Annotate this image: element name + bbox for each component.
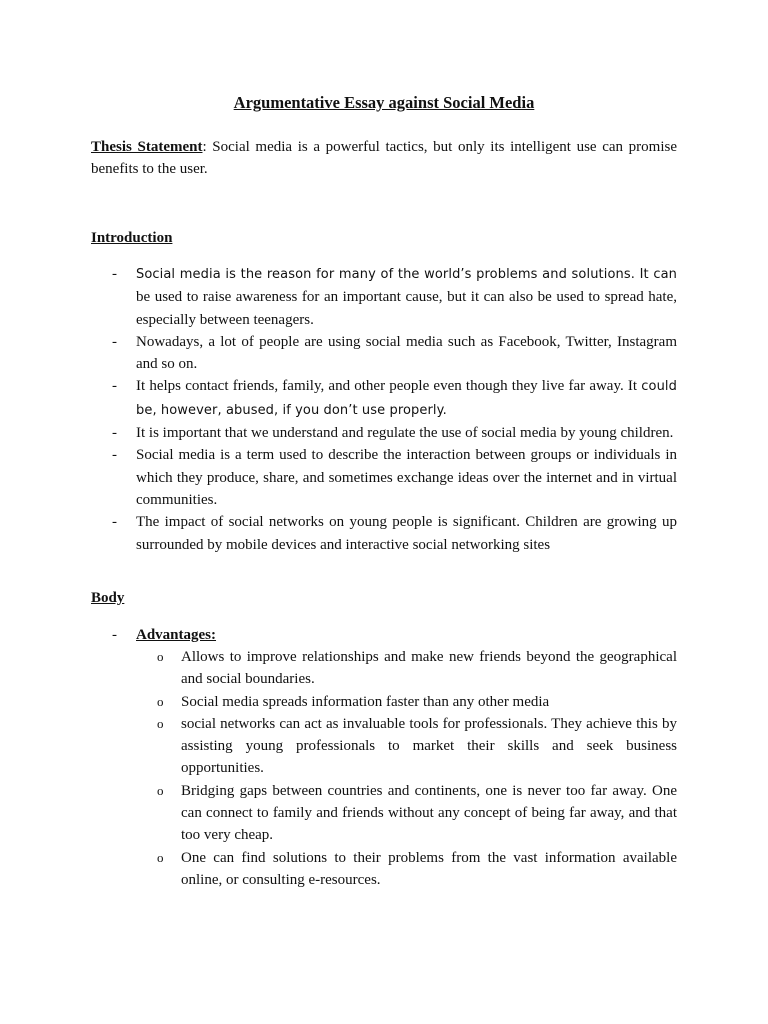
list-item xyxy=(136,780,677,847)
list-item xyxy=(136,646,677,691)
dash-marker: - xyxy=(112,425,117,442)
dash-marker: - xyxy=(112,378,117,395)
introduction-list xyxy=(91,263,677,556)
list-item xyxy=(91,263,677,331)
dash-marker: - xyxy=(112,333,117,350)
item-text: Bridging gaps between countries and continents, one is never too far away. One can connect to family and friends without any concept of being far away, and that too very cheap. xyxy=(181,782,677,844)
item-text: One can find solutions to their problems from the vast information available online, or consulting e-resources. xyxy=(181,849,677,888)
thesis-text: : Social media is a powerful tactics, but only its intelligent use can promise benefits to the user. xyxy=(91,139,678,177)
essay-title: Argumentative Essay against Social Media xyxy=(233,93,535,112)
list-item xyxy=(91,375,677,422)
circle-bullet-icon: o xyxy=(157,782,164,798)
item-text: Allows to improve relationships and make new friends beyond the geographical and social boundaries. xyxy=(181,649,677,688)
introduction-heading: Introduction xyxy=(91,230,173,246)
advantages-heading: Advantages: xyxy=(136,627,217,643)
list-item xyxy=(91,511,677,556)
thesis-label: Thesis Statement xyxy=(91,139,203,155)
item-text: Social media is a term used to describe the interaction between groups or individuals in which they produce, share, and sometimes exchange ideas over the internet and in virtual communities. xyxy=(136,447,677,508)
list-item xyxy=(91,422,677,444)
item-text: Social media spreads information faster than any other media xyxy=(181,693,550,710)
body-list xyxy=(91,624,677,646)
body-heading: Body xyxy=(91,590,125,606)
circle-bullet-icon: o xyxy=(157,649,164,664)
thesis-statement xyxy=(91,136,677,180)
dash-marker: - xyxy=(112,266,117,282)
list-item xyxy=(136,847,677,892)
list-item xyxy=(91,331,677,376)
dash-marker: - xyxy=(112,627,117,643)
advantages-list xyxy=(136,646,677,891)
list-item xyxy=(91,624,677,646)
circle-bullet-icon: o xyxy=(157,849,164,865)
item-text: It is important that we understand and regulate the use of social media by young children. xyxy=(136,425,674,442)
circle-bullet-icon: o xyxy=(157,715,164,731)
item-text-sans: could be, however, abused, if you don’t use properly. xyxy=(136,379,677,418)
item-text: be used to raise awareness for an important cause, but it can also be used to spread hate, especially between teenagers. xyxy=(136,289,677,328)
list-item xyxy=(136,713,677,780)
dash-marker: - xyxy=(112,447,117,464)
list-item xyxy=(91,444,677,511)
dash-marker: - xyxy=(112,514,117,531)
circle-bullet-icon: o xyxy=(157,693,164,709)
item-text-sans: Social media is the reason for many of the world’s problems and solutions. It can xyxy=(136,267,677,282)
item-text: Nowadays, a lot of people are using social media such as Facebook, Twitter, Instagram and so on. xyxy=(136,333,677,373)
list-item xyxy=(136,691,677,713)
item-text: social networks can act as invaluable tools for professionals. They achieve this by assisting young professionals to market their skills and seek business opportunities. xyxy=(181,715,677,777)
item-text: The impact of social networks on young people is significant. Children are growing up surrounded by mobile devices and interactive social networking sites xyxy=(136,514,677,553)
item-text: It helps contact friends, family, and other people even though they live far away. It xyxy=(136,378,642,395)
